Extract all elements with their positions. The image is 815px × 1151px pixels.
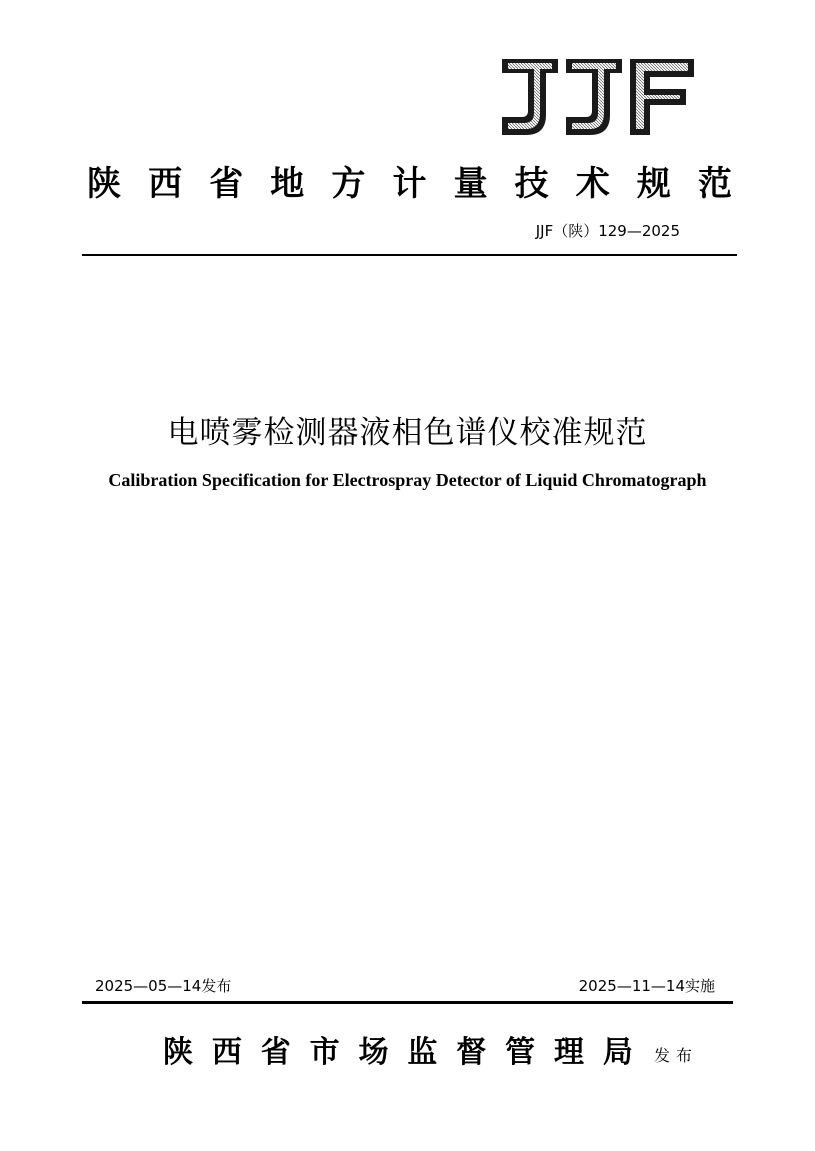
category-char: 方 [331,163,366,204]
publisher-char: 市 [309,1035,340,1070]
publisher-suffix: 发布 [654,1046,699,1065]
publisher-char: 督 [456,1035,487,1070]
publisher-char: 陕 [163,1035,193,1070]
publisher-char: 管 [505,1035,536,1070]
jjf-logo [500,57,696,137]
publisher-char: 理 [554,1035,584,1070]
category-char: 计 [392,163,427,204]
document-number: JJF（陕）129—2025 [535,222,680,240]
effective-date: 2025—11—14实施 [578,977,715,995]
category-char: 地 [270,163,305,204]
publisher-char: 省 [260,1035,291,1070]
category-char: 规 [636,163,671,204]
publisher-char: 西 [211,1035,242,1070]
publisher-char: 监 [407,1035,438,1070]
issue-date: 2025—05—14发布 [95,977,232,995]
category-char: 西 [148,163,183,204]
publisher-name [158,1030,638,1076]
logo-letter-j-1 [502,59,558,135]
category-char: 省 [209,163,244,204]
category-char: 术 [575,163,610,204]
category-char: 量 [453,163,488,204]
footer-divider [82,1001,733,1004]
category-char: 范 [697,163,732,204]
category-char: 技 [514,163,549,204]
document-title-english: Calibration Specification for Electrospray Detector of Liquid Chromatograph [108,470,707,490]
document-title-chinese: 电喷雾检测器液相色谱仪校准规范 [167,415,648,451]
category-char: 陕 [87,163,121,204]
standard-category-title [82,152,737,208]
logo-letter-f [630,59,694,135]
logo-letter-j-2 [566,59,622,135]
publisher-char: 局 [602,1035,633,1070]
publisher-line [158,1026,708,1076]
publisher-char: 场 [358,1035,389,1070]
header-divider [82,254,737,256]
